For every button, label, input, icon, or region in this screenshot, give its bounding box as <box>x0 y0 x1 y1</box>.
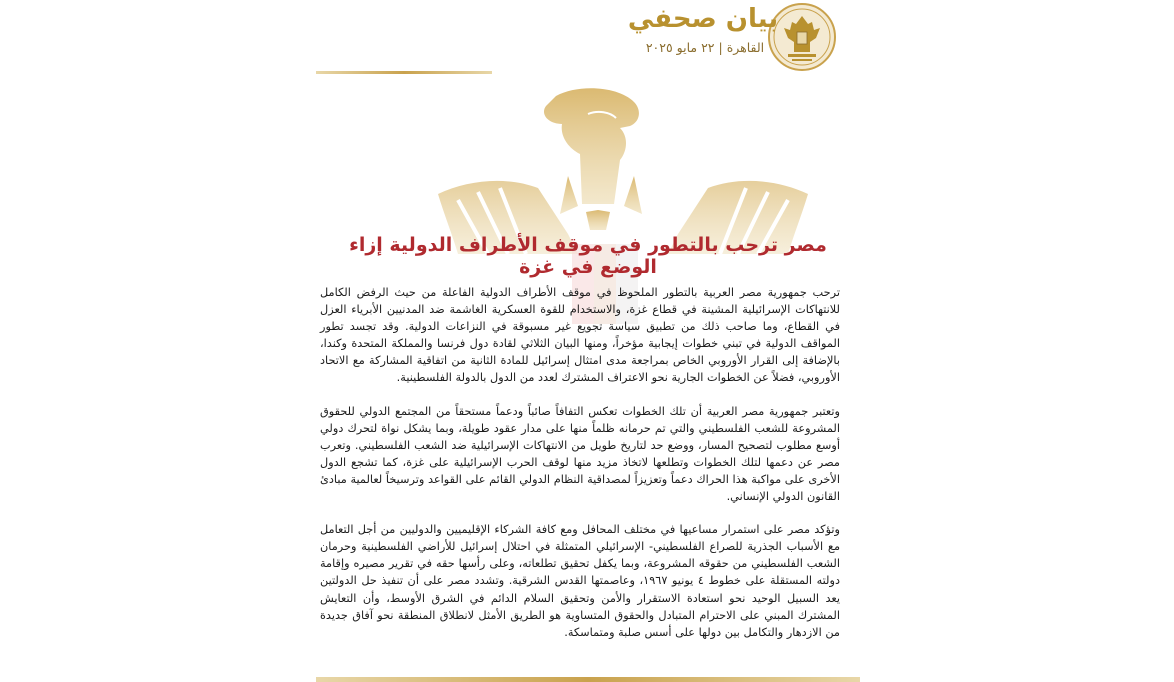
paragraph-2: وتعتبر جمهورية مصر العربية أن تلك الخطوات تعكس التفافاً صائباً ودعماً مستحقاً من المجتمع الدولي للحقوق المشروعة للشعب الفلسطيني والتي تم حرمانه ظلماً منها على مدار عقود طويلة، وبما يشكل نواة لتحرك دولي أوسع مطلوب لتصحيح المسار، ووضع حد لتاريخ طويل من الانتهاكات الإسرائيلية ضد الشعب الفلسطيني. وتعرب مصر عن دعمها لتلك الخطوات وتطلعها لاتخاذ مزيد منها لوقف الحرب الإسرائيلية على غزة، كما تشجع الدول الأخرى على مواكبة هذا الحراك دعماً وتعزيزاً لمصداقية النظام الدولي القائم على القواعد وترسيخاً لعالمية مبادئ القانون الدولي الإنساني. <box>320 404 840 504</box>
paragraph-1: ترحب جمهورية مصر العربية بالتطور الملحوظ في موقف الأطراف الدولية الفاعلة من حيث الرفض الكامل للانتهاكات الإسرائيلية المشينة في قطاع غزة، والاستخدام للقوة العسكرية الغاشمة ضد المدنيين الأبرياء العزل في القطاع، وما صاحب ذلك من تطبيق سياسة تجويع غير مسبوقة في النزاعات الدولية. وقد تجسد تطور المواقف الدولية في تبني خطوات إيجابية مؤخراً، ومنها البيان الثلاثي لقادة دول فرنسا والمملكة المتحدة وكندا، بالإضافة إلى القرار الأوروبي الخاص بمراجعة مدى امتثال إسرائيل للمادة الثانية من اتفاقية المشاركة مع الاتحاد الأوروبي، فضلاً عن الخطوات الجارية نحو الاعتراف المشترك لعدد من الدول بالدولة الفلسطينية. <box>320 286 840 385</box>
location-date: القاهرة | ٢٢ مايو ٢٠٢٥ <box>645 40 765 55</box>
header-divider <box>316 71 492 74</box>
press-release-title: بيان صحفي <box>627 4 779 34</box>
press-release-page <box>318 0 858 682</box>
paragraph-3: وتؤكد مصر على استمرار مساعيها في مختلف المحافل ومع كافة الشركاء الإقليميين والدوليين من أجل التعامل مع الأسباب الجذرية للصراع الفلسطيني- الإسرائيلي المتمثلة في احتلال إسرائيل للأراضي الفلسطينية وحرمان الشعب الفلسطيني من حقوقه المشروعة، وبما يكفل تحقيق تطلعاته، وعلى رأسها حقه في تقرير مصيره وإقامة دولته المستقلة على خطوط ٤ يونيو ١٩٦٧، وعاصمتها القدس الشرقية. وتشدد مصر على أن تنفيذ حل الدولتين يعد السبيل الوحيد نحو استعادة الاستقرار والأمن وتحقيق السلام الدائم في الشرق الأوسط، وأن التعايش المشترك المبني على الاحترام المتبادل والحقوق المتساوية هو الطريق الأمثل لانطلاق المنطقة نحو آفاق جديدة من الازدهار والتكامل بين دولها على أسس صلبة ومتماسكة. <box>320 523 840 639</box>
statement-body <box>320 284 840 657</box>
footer-divider <box>316 677 860 682</box>
headline: مصر ترحب بالتطور في موقف الأطراف الدولية إزاء الوضع في غزة <box>349 234 827 278</box>
